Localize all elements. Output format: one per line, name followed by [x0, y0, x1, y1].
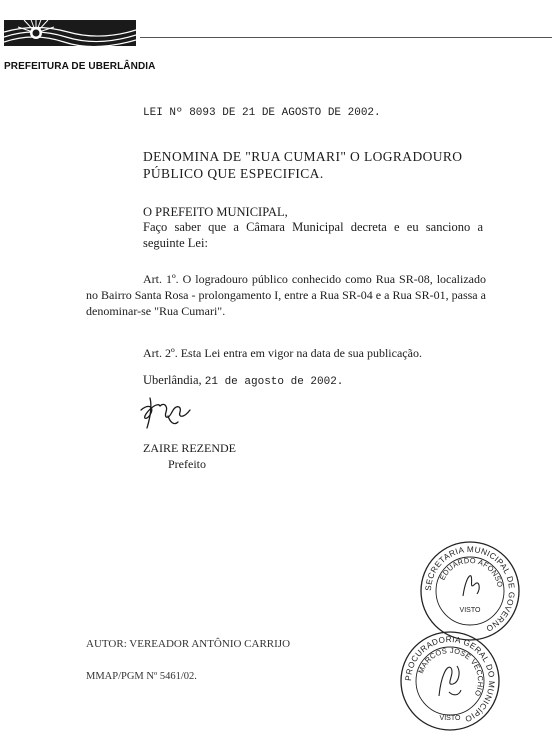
- article-1: Art. 1º. O logradouro público conhecido como Rua SR-08, localizado no Bairro Santa Rosa - prolongamento I, entre a Rua SR-04 e a Rua SR-01, passa a denominar-se "Rua Cumari".: [86, 272, 486, 318]
- stamp-ring-text: SECRETARIA MUNICIPAL DE GOVERNO: [423, 544, 517, 634]
- stamp-name-text: EDUARDO AFONSO: [437, 555, 505, 589]
- law-title: LEI Nº 8093 DE 21 DE AGOSTO DE 2002.: [143, 107, 381, 119]
- reference-number: MMAP/PGM Nº 5461/02.: [86, 671, 197, 682]
- government-secretary-stamp: [419, 540, 521, 642]
- stamp-visto-text: VISTO: [439, 715, 461, 722]
- city-emblem-icon: [4, 16, 136, 50]
- intro-paragraph: Faço saber que a Câmara Municipal decreta e eu sanciono a seguinte Lei:: [143, 220, 483, 250]
- stamp-name-text: MARCOS JOSÉ VECCHIO: [416, 645, 486, 698]
- law-author: AUTOR: VEREADOR ANTÔNIO CARRIJO: [86, 638, 291, 650]
- stamp-ring-text: PROCURADORIA GERAL DO MUNICÍPIO: [403, 634, 497, 724]
- date-text: 21 de agosto de 2002.: [204, 376, 344, 388]
- place-text: Uberlândia,: [143, 373, 202, 387]
- svg-text:SECRETARIA MUNICIPAL DE GOVERN: [424, 545, 516, 633]
- article-2: Art. 2º. Esta Lei entra em vigor na data de sua publicação.: [143, 346, 422, 360]
- header-divider: [140, 37, 552, 38]
- place-date-line: [143, 373, 343, 388]
- organization-name: PREFEITURA DE UBERLÂNDIA: [4, 61, 156, 72]
- svg-text:MARCOS JOSÉ VECCHIO: [416, 646, 485, 698]
- law-ementa: DENOMINA DE "RUA CUMARI" O LOGRADOURO PÚBLICO QUE ESPECIFICA.: [143, 149, 463, 181]
- signer-role: Prefeito: [168, 457, 206, 471]
- handwritten-signature: [138, 392, 196, 432]
- attorney-general-stamp: [399, 630, 501, 732]
- mayor-heading: O PREFEITO MUNICIPAL,: [143, 205, 288, 219]
- signer-name: ZAIRE REZENDE: [143, 441, 236, 455]
- stamp-visto-text: VISTO: [459, 607, 481, 614]
